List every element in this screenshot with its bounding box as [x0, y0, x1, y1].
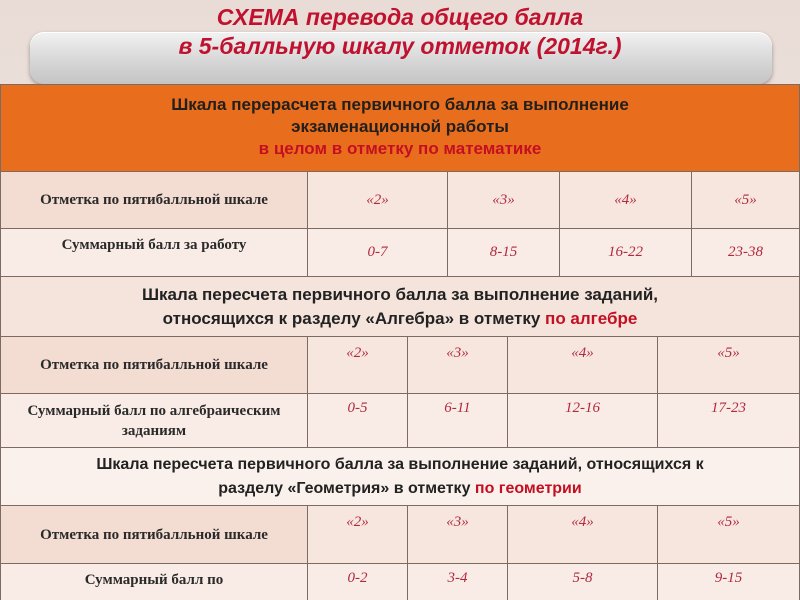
- math-header-line1: Шкала перерасчета первичного балла за выполнение: [171, 95, 629, 114]
- geometry-score-2: 0-2: [308, 564, 408, 600]
- math-score-4: 16-22: [560, 229, 692, 277]
- math-grade-2: «2»: [308, 172, 448, 229]
- geometry-score-label: Суммарный балл по: [0, 564, 308, 600]
- algebra-section-header: [0, 277, 800, 337]
- algebra-score-label: Суммарный балл по алгебраическим заданиям: [0, 394, 308, 448]
- algebra-score-5: 17-23: [658, 394, 800, 448]
- math-score-5: 23-38: [692, 229, 800, 277]
- math-grade-4: «4»: [560, 172, 692, 229]
- geometry-header-subject: по геометрии: [474, 480, 582, 497]
- slide-title-line2: в 5-балльную шкалу отметок (2014г.): [178, 33, 622, 59]
- slide-title: [0, 3, 800, 61]
- geometry-header-line2: [1, 477, 799, 501]
- math-score-2: 0-7: [308, 229, 448, 277]
- algebra-grade-4: «4»: [508, 337, 658, 394]
- algebra-header-line2: [1, 307, 799, 331]
- geometry-grade-4: «4»: [508, 506, 658, 564]
- algebra-header-line1: Шкала пересчета первичного балла за выполнение заданий,: [141, 285, 659, 304]
- math-section-header: [0, 84, 800, 172]
- geometry-header-line1: Шкала пересчета первичного балла за выполнение заданий, относящихся к: [96, 456, 704, 473]
- geometry-score-4: 5-8: [508, 564, 658, 600]
- math-header-line3: в целом в отметку по математике: [258, 139, 542, 158]
- math-header-line2: экзаменационной работы: [291, 117, 509, 136]
- math-score-label: Суммарный балл за работу: [0, 229, 308, 277]
- algebra-score-4: 12-16: [508, 394, 658, 448]
- geometry-grade-5: «5»: [658, 506, 800, 564]
- geometry-header-line2-text: разделу «Геометрия» в отметку: [218, 480, 475, 497]
- geometry-score-5: 9-15: [658, 564, 800, 600]
- algebra-header-line2-text: относящихся к разделу «Алгебра» в отметку: [162, 309, 546, 328]
- algebra-header-subject: по алгебре: [545, 309, 638, 328]
- math-grade-3: «3»: [448, 172, 560, 229]
- math-grade-label: Отметка по пятибалльной шкале: [0, 172, 308, 229]
- geometry-score-3: 3-4: [408, 564, 508, 600]
- math-grade-5: «5»: [692, 172, 800, 229]
- algebra-score-3: 6-11: [408, 394, 508, 448]
- slide-title-line1: СХЕМА перевода общего балла: [216, 4, 584, 30]
- geometry-grade-3: «3»: [408, 506, 508, 564]
- algebra-score-2: 0-5: [308, 394, 408, 448]
- geometry-grade-2: «2»: [308, 506, 408, 564]
- geometry-grade-label: Отметка по пятибалльной шкале: [0, 506, 308, 564]
- algebra-grade-label: Отметка по пятибалльной шкале: [0, 337, 308, 394]
- math-score-3: 8-15: [448, 229, 560, 277]
- geometry-section-header: [0, 448, 800, 506]
- algebra-grade-2: «2»: [308, 337, 408, 394]
- algebra-grade-3: «3»: [408, 337, 508, 394]
- algebra-grade-5: «5»: [658, 337, 800, 394]
